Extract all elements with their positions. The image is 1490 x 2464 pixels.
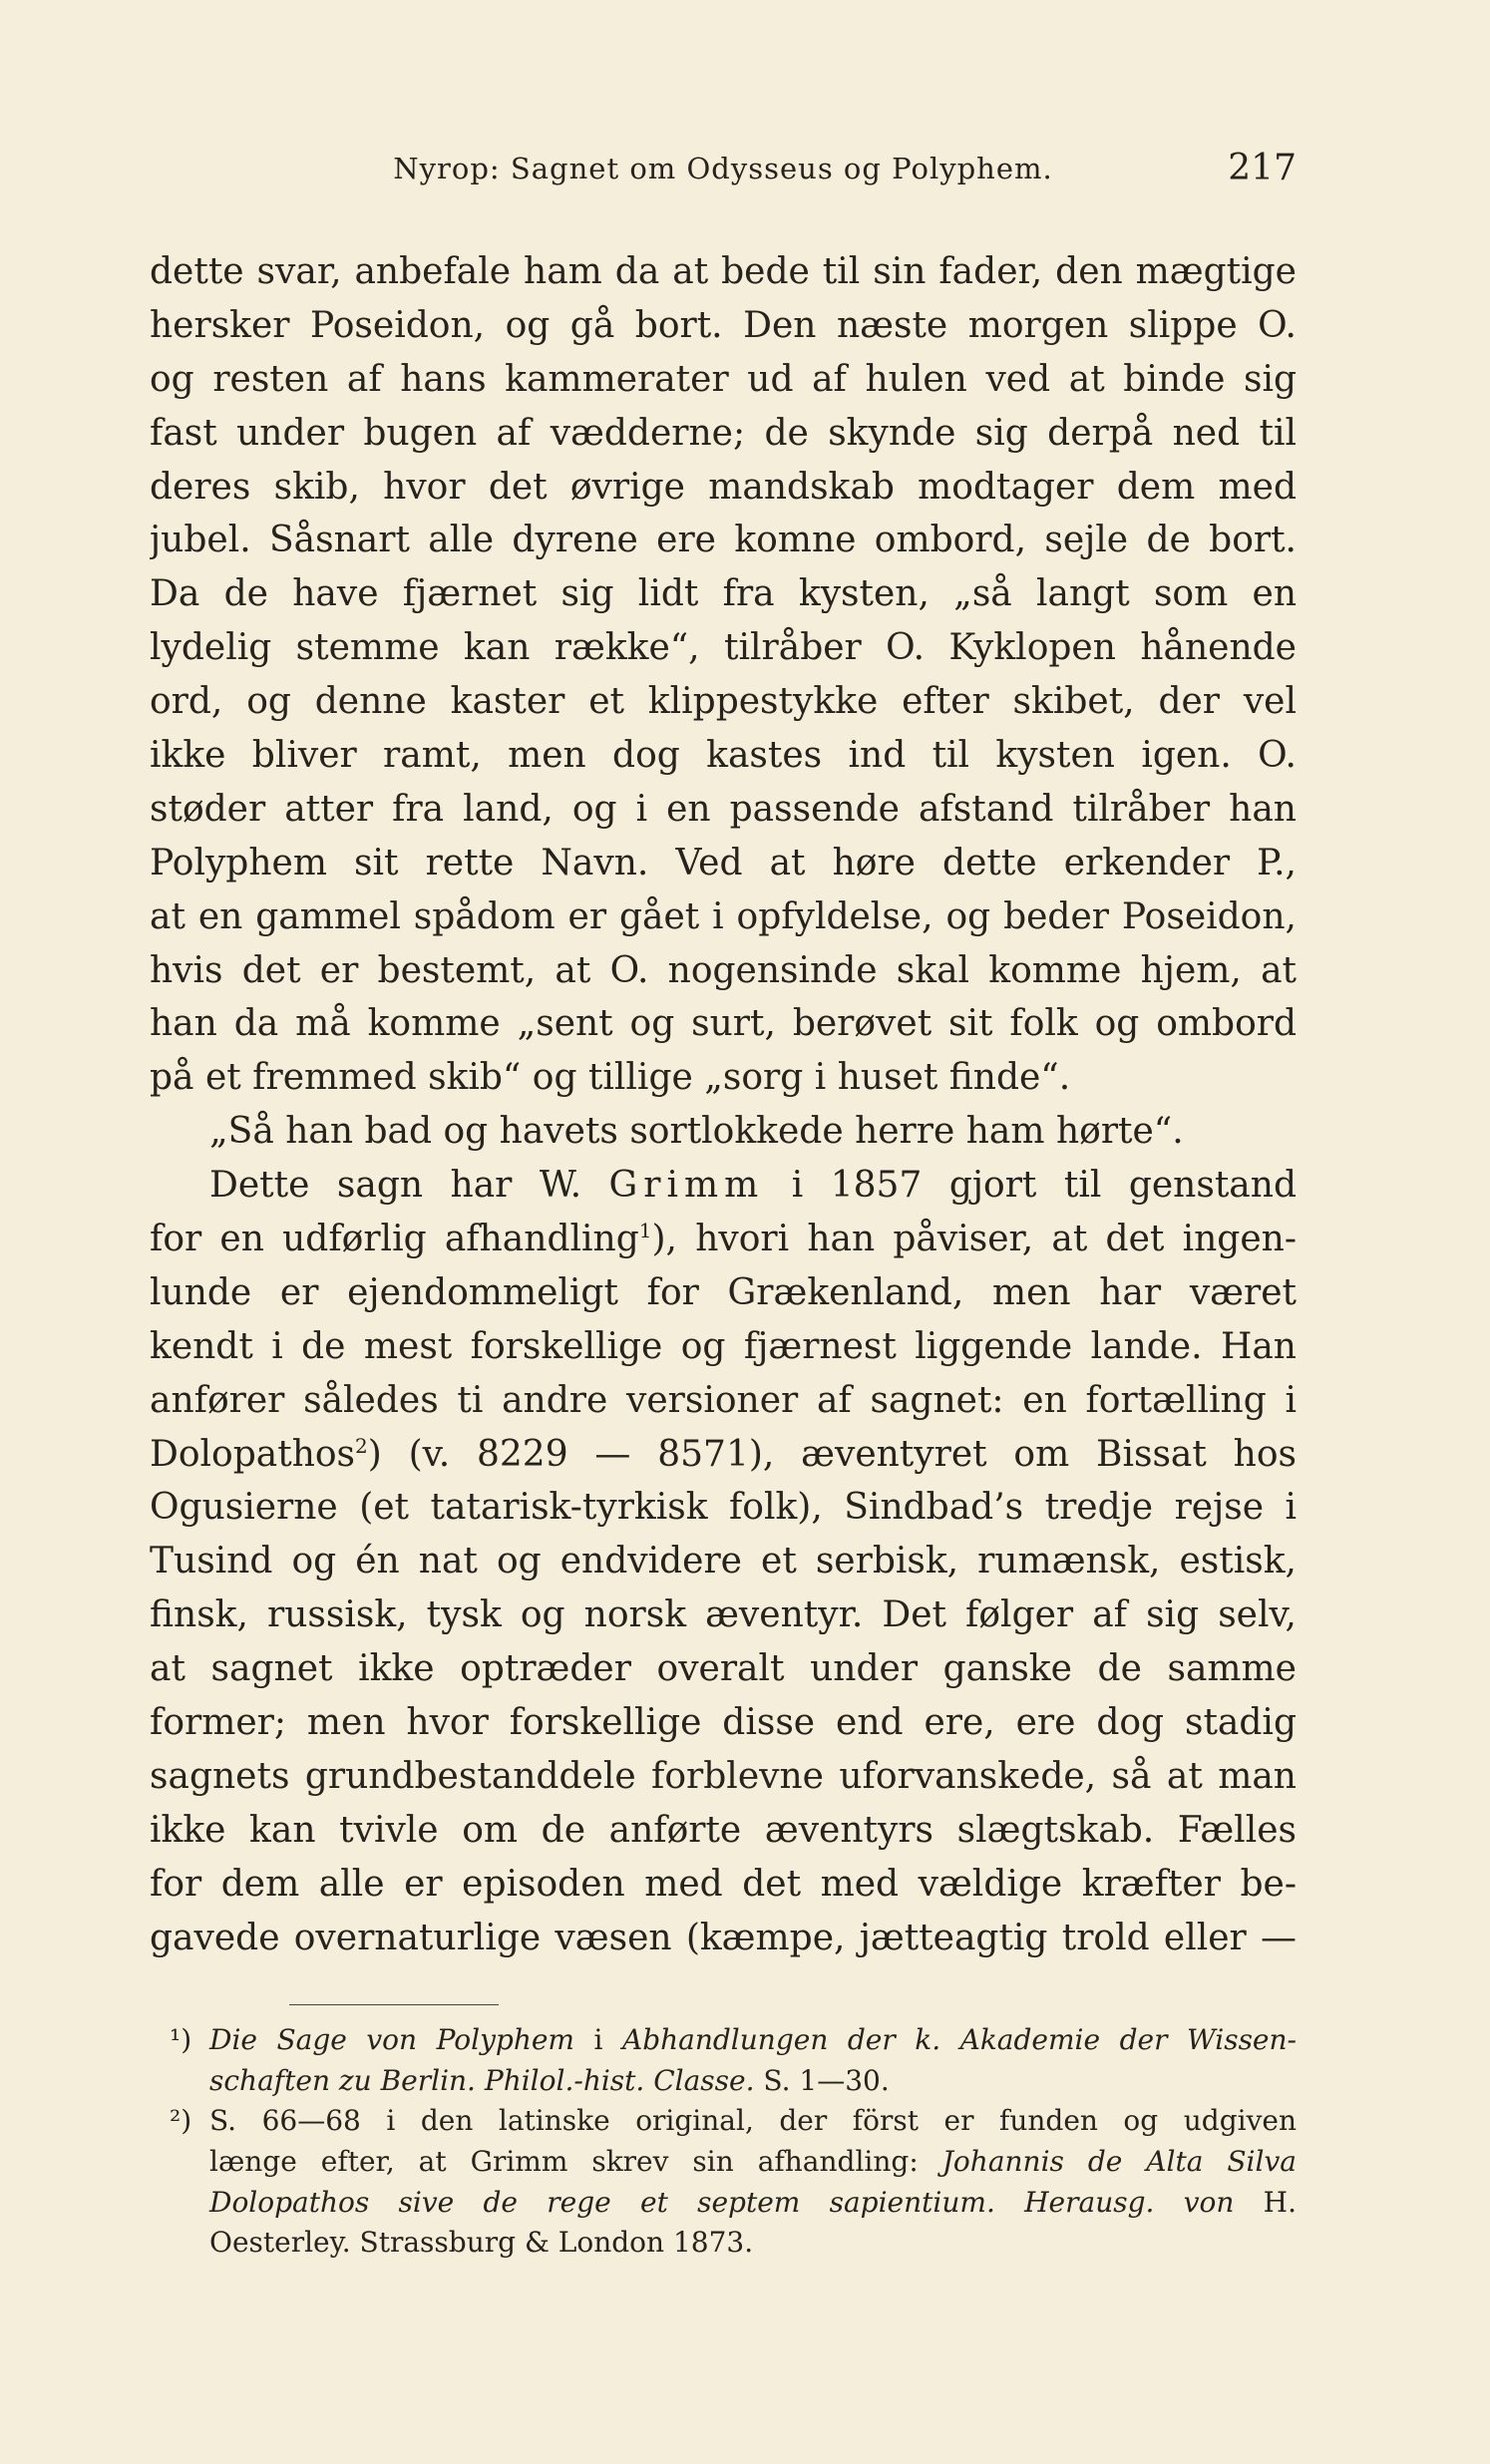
footnote-line — [150, 2183, 1297, 2224]
footnote-2 — [150, 2101, 1297, 2264]
text-line: sagnets grundbestanddele forblevne uforvanskede, så at man — [150, 1755, 1297, 1797]
footnote-1 — [150, 2020, 1297, 2101]
footnote-line — [150, 2101, 1297, 2142]
footnote-mark: ¹) — [170, 2023, 192, 2056]
text-line: Da de have fjærnet sig lidt fra kysten, „så langt som en — [150, 573, 1297, 615]
footnote-line — [150, 2061, 1297, 2102]
text-line: former; men hvor forskellige disse end ere, ere dog stadig — [150, 1702, 1297, 1744]
text-line: ikke kan tvivle om de anførte æventyrs slægtskab. Fælles — [150, 1809, 1297, 1851]
footnote-text: H. — [1234, 2185, 1297, 2219]
footnote-title: Johannis de Alta Silva — [918, 2145, 1297, 2179]
page-header — [150, 148, 1297, 197]
text-line: fast under bugen af vædderne; de skynde sig derpå ned til — [150, 412, 1297, 454]
paragraph-2-rest — [150, 1481, 1297, 1964]
footnote-divider — [289, 2004, 499, 2005]
footnote-text: S. 66—68 i den latinske original, der först er funden og udgiven — [209, 2104, 1297, 2138]
text-line: for dem alle er episoden med det med vældige kræfter be- — [150, 1863, 1297, 1905]
text-line — [150, 1213, 1297, 1266]
footnote-title: schaften zu Berlin. Philol.-hist. Classe. — [209, 2063, 755, 2097]
footnote-title: Dolopathos sive de rege et septem sapientium. Herausg. von — [209, 2185, 1235, 2219]
text-line: ikke bliver ramt, men dog kastes ind til kysten igen. O. — [150, 735, 1297, 777]
footnotes — [150, 2020, 1297, 2264]
text-line: han da må komme „sent og surt, berøvet sit folk og ombord — [150, 1003, 1297, 1045]
paragraph-2 — [150, 1159, 1297, 1964]
text-line: finsk, russisk, tysk og norsk æventyr. Det følger af sig selv, — [150, 1594, 1297, 1636]
footnote-text: S. 1—30. — [754, 2063, 890, 2097]
text-line: Polyphem sit rette Navn. Ved at høre dette erkender P., — [150, 842, 1297, 883]
text-line — [150, 1159, 1297, 1213]
text-fragment: for en udførlig afhandling — [150, 1219, 639, 1260]
running-head: Nyrop: Sagnet om Odysseus og Polyphem. — [393, 152, 1053, 185]
text-line: at en gammel spådom er gået i opfyldelse, og beder Poseidon, — [150, 895, 1297, 937]
footnote-line — [150, 2142, 1297, 2183]
footnote-mark: ²) — [170, 2104, 192, 2138]
text-line: Ogusierne (et tatarisk-tyrkisk folk), Sindbad’s tredje rejse i — [150, 1487, 1297, 1529]
page-number: 217 — [1228, 148, 1297, 188]
text-line: kendt i de mest forskellige og fjærnest liggende lande. Han — [150, 1325, 1297, 1367]
text-line: jubel. Såsnart alle dyrene ere komne ombord, sejle de bort. — [150, 520, 1297, 561]
text-line: gavede overnaturlige væsen (kæmpe, jætteagtig trold eller — — [150, 1917, 1297, 1958]
text-line: at sagnet ikke optræder overalt under ganske de samme — [150, 1648, 1297, 1690]
text-line: „Så han bad og havets sortlokkede herre ham hørte“. — [209, 1111, 1184, 1153]
text-line: og resten af hans kammerater ud af hulen ved at binde sig — [150, 358, 1297, 400]
text-line: deres skib, hvor det øvrige mandskab modtager dem med — [150, 466, 1297, 508]
paragraph-1 — [150, 245, 1297, 1159]
text-line: på et fremmed skib“ og tillige „sorg i huset finde“. — [150, 1057, 1071, 1099]
footnote-text: længe efter, at Grimm skrev sin afhandling: — [209, 2145, 919, 2179]
text-line: ord, og denne kaster et klippestykke efter skibet, der vel — [150, 681, 1297, 723]
text-line: støder atter fra land, og i en passende afstand tilråber han — [150, 788, 1297, 830]
text-fragment: Dolopathos — [150, 1433, 356, 1475]
footnote-ref-2[interactable]: 2 — [355, 1433, 368, 1458]
text-fragment: Dette sagn har W. — [209, 1165, 582, 1207]
footnote-title: Abhandlungen der k. Akademie der Wissen- — [621, 2023, 1297, 2056]
text-line: Tusind og én nat og endvidere et serbisk, rumænsk, estisk, — [150, 1541, 1297, 1583]
footnote-line: Oesterley. Strassburg & London 1873. — [209, 2226, 754, 2260]
text-fragment: i 1857 gjort til genstand — [791, 1165, 1297, 1207]
text-fragment: ) (v. 8229 — 8571), æventyret om Bissat hos — [367, 1433, 1297, 1475]
text-line: lydelig stemme kan række“, tilråber O. Kyklopen hånende — [150, 627, 1297, 669]
footnote-text: i — [574, 2023, 622, 2056]
author-name: Grimm — [608, 1165, 765, 1207]
body-text — [150, 245, 1297, 1965]
text-line — [150, 1428, 1297, 1482]
text-fragment: ), hvori han påviser, at det ingen- — [651, 1219, 1297, 1260]
text-line: hvis det er bestemt, at O. nogensinde skal komme hjem, at — [150, 949, 1297, 991]
text-line: anfører således ti andre versioner af sagnet: en fortælling i — [150, 1379, 1297, 1421]
footnote-line — [150, 2020, 1297, 2061]
footnote-title: Die Sage von Polyphem — [209, 2023, 574, 2056]
text-line: dette svar, anbefale ham da at bede til sin fader, den mægtige — [150, 251, 1297, 292]
text-line: lunde er ejendommeligt for Grækenland, men har været — [150, 1271, 1297, 1313]
footnote-ref-1[interactable]: 1 — [638, 1219, 652, 1243]
text-line: hersker Poseidon, og gå bort. Den næste morgen slippe O. — [150, 304, 1297, 346]
